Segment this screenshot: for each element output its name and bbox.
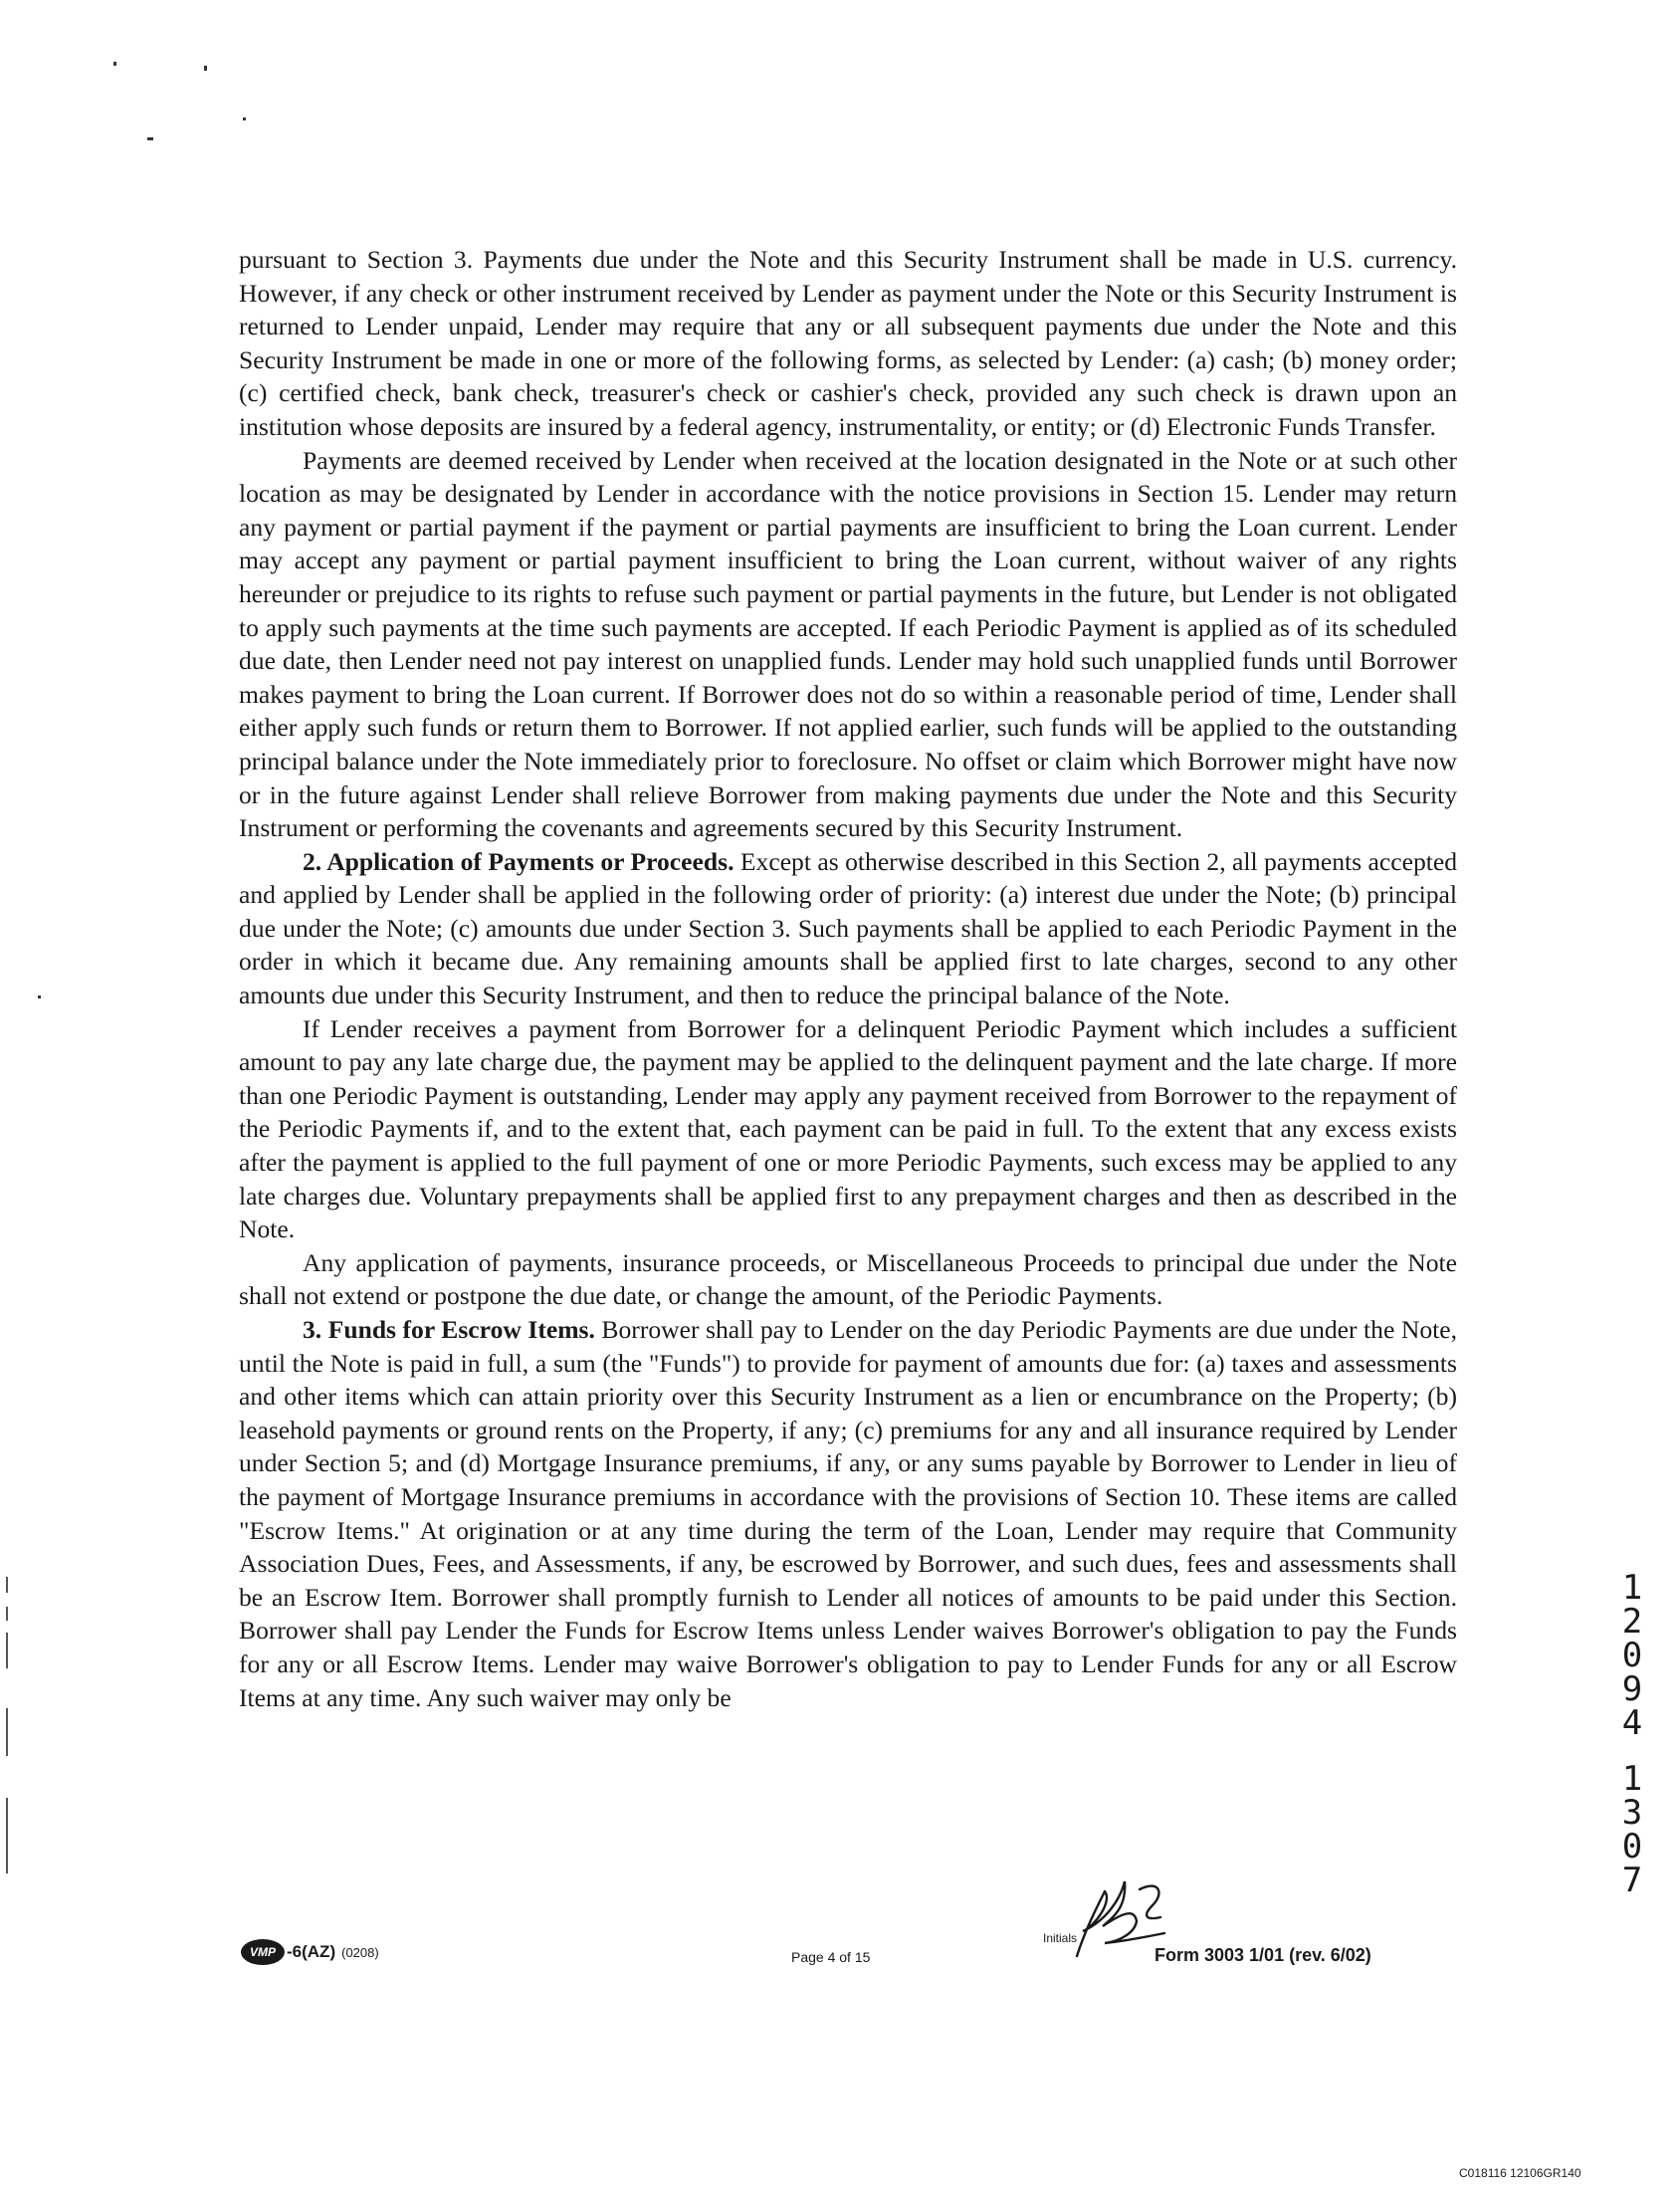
stamp-digit: 4 [1621,1703,1643,1743]
scan-speck [38,995,41,998]
edge-mark [6,1633,8,1668]
edge-mark [6,1607,8,1621]
paragraph-text: Borrower shall pay to Lender on the day Periodic Payments are due under the Note, until the Note is paid in full, a sum (the "Funds") to provide for payment of amounts due for: (a) taxes and assessments and other items which can attain priority over this Security Instrument as a lien or encumbrance on the Property; (b) leasehold payments or ground rents on the Property, if any; (c) premiums for any and all insurance required by Lender under Section 5; and (d) Mortgage Insurance premiums, if any, or any sums payable by Borrower to Lender in lieu of the payment of Mortgage Insurance premiums in accordance with the provisions of Section 10. These items are called "Escrow Items." At origination or at any time during the term of the Loan, Lender may require that Community Association Dues, Fees, and Assessments, if any, be escrowed by Borrower, and such dues, fees and assessments shall be an Escrow Item. Borrower shall promptly furnish to Lender all notices of amounts to be paid under this Section. Borrower shall pay Lender the Funds for Escrow Items unless Lender waives Borrower's obligation to pay the Funds for any or all Escrow Items. Lender may waive Borrower's obligation to pay to Lender Funds for any or all Escrow Items at any time. Any such waiver may only be [239,1315,1458,1712]
scan-speck [113,62,116,66]
scan-speck [204,66,207,71]
side-stamp-number [1612,1568,1652,1900]
form-identifier: Form 3003 1/01 (rev. 6/02) [1155,1945,1371,1965]
batch-code: C018116 12106GR140 [1459,2166,1581,2180]
paragraph [239,444,1457,845]
paragraph-text: Payments are deemed received by Lender when received at the location designated in the Note or at such other location as may be designated by Lender in accordance with the notice provisions in Section 15. Lender may return any payment or partial payment if the payment or partial payments are insufficient to bring the Loan current. Lender may accept any payment or partial payment insufficient to bring the Loan current, without waiver of any rights hereunder or prejudice to its rights to refuse such payment or partial payments in the future, but Lender is not obligated to apply such payments at the time such payments are accepted. If each Periodic Payment is applied as of its scheduled due date, then Lender need not pay interest on unapplied funds. Lender may hold such unapplied funds until Borrower makes payment to bring the Loan current. If Borrower does not do so within a reasonable period of time, Lender shall either apply such funds or return them to Borrower. If not applied earlier, such funds will be applied to the outstanding principal balance under the Note immediately prior to foreclosure. No offset or claim which Borrower might have now or in the future against Lender shall relieve Borrower from making payments due under the Note and this Security Instrument or performing the covenants and agreements secured by this Security Instrument. [239,445,1457,843]
page-number: Page 4 of 15 [791,1949,871,1965]
scan-speck [243,117,246,120]
vmp-logo-mark: VMP [241,1939,285,1965]
section-heading: 2. Application of Payments or Proceeds. [303,846,735,876]
initials-label: Initials [1043,1931,1078,1945]
stamp-digit: 0 [1621,1827,1643,1867]
paragraph [239,1313,1457,1714]
edge-mark [6,1798,8,1873]
paragraph-text: Except as otherwise described in this Section 2, all payments accepted and applied by Lender shall be applied in the following order of priority: (a) interest due under the Note; (b) principal due under the Note; (c) amounts due under Section 3. Such payments shall be applied to each Periodic Payment in the order in which it became due. Any remaining amounts shall be applied first to late charges, second to any other amounts due under this Security Instrument, and then to reduce the principal balance of the Note. [239,846,1458,1010]
stamp-digit: 9 [1621,1669,1643,1709]
stamp-digit: 0 [1621,1636,1643,1675]
stamp-digit: 3 [1621,1793,1643,1833]
paragraph [239,243,1457,444]
stamp-digit: 1 [1621,1759,1643,1799]
paragraph [239,1246,1457,1313]
form-code-date: (0208) [341,1944,379,1960]
edge-mark [6,1577,8,1593]
edge-mark [6,1708,8,1756]
paragraph-text: Any application of payments, insurance proceeds, or Miscellaneous Proceeds to principal due under the Note shall not extend or postpone the due date, or change the amount, of the Periodic Payments. [239,1247,1457,1311]
scan-speck [147,137,153,140]
document-body [239,243,1457,1714]
section-heading: 3. Funds for Escrow Items. [303,1315,595,1344]
paragraph [239,1012,1457,1246]
vmp-logo [241,1939,379,1965]
stamp-digit: 7 [1621,1861,1643,1900]
stamp-digit: 1 [1621,1568,1643,1608]
paragraph-text: pursuant to Section 3. Payments due under the Note and this Security Instrument shall be made in U.S. currency. However, if any check or other instrument received by Lender as payment under the Note or this Security Instrument is returned to Lender unpaid, Lender may require that any or all subsequent payments due under the Note and this Security Instrument be made in one or more of the following forms, as selected by Lender: (a) cash; (b) money order; (c) certified check, bank check, treasurer's check or cashier's check, provided any such check is drawn upon an institution whose deposits are insured by a federal agency, instrumentality, or entity; or (d) Electronic Funds Transfer. [239,245,1457,441]
paragraph [239,845,1457,1012]
paragraph-text: If Lender receives a payment from Borrower for a delinquent Periodic Payment which includes a sufficient amount to pay any late charge due, the payment may be applied to the delinquent payment and the late charge. If more than one Periodic Payment is outstanding, Lender may apply any payment received from Borrower to the repayment of the Periodic Payments if, and to the extent that, each payment can be paid in full. To the extent that any excess exists after the payment is applied to the full payment of one or more Periodic Payments, such excess may be applied to any late charges due. Voluntary prepayments shall be applied first to any prepayment charges and then as described in the Note. [239,1013,1457,1244]
stamp-digit: 2 [1621,1602,1643,1642]
form-code: -6(AZ) [287,1942,336,1961]
